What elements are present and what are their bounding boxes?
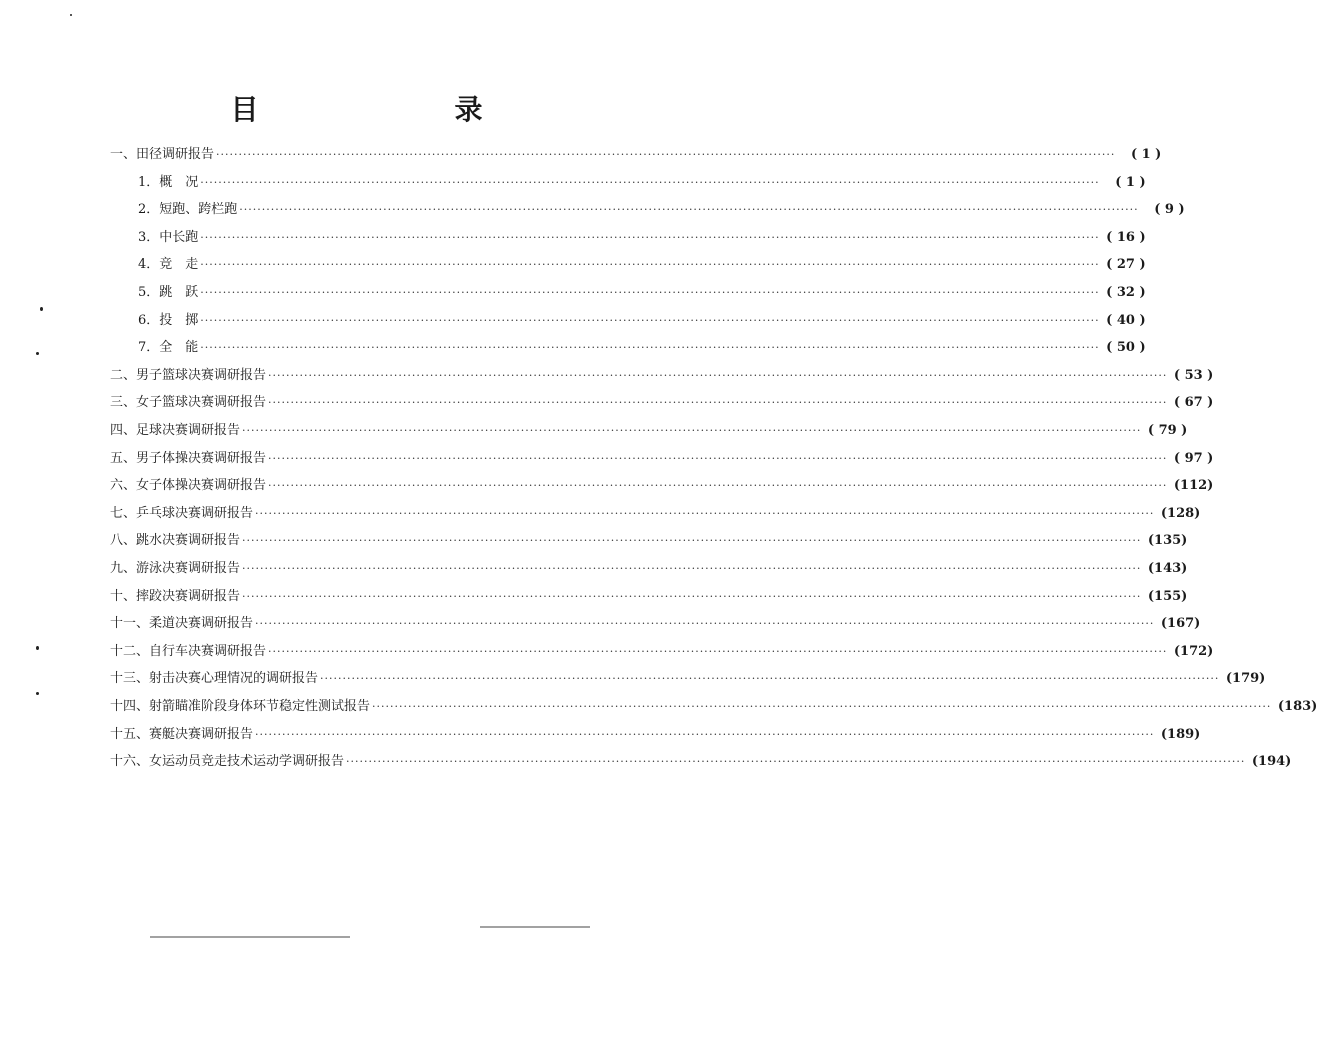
toc-entry-page: (167) [1160, 616, 1201, 632]
toc-entry-title: 六、女子体操决赛调研报告 [110, 478, 267, 494]
toc-entry-page: ( 16 ) [1106, 229, 1146, 245]
toc-leader-dots: ········································································································································································································ [372, 700, 1272, 713]
toc-leader-dots: ········································································································································································································ [242, 562, 1142, 575]
toc-entry-title: 十一、柔道决赛调研报告 [110, 616, 254, 632]
toc-entry [110, 530, 1188, 552]
toc-entry-page: ( 53 ) [1173, 367, 1214, 383]
toc-entry [110, 558, 1188, 580]
toc-entry-title: 1．概 况 [138, 174, 199, 190]
toc-entry-page: ( 9 ) [1154, 202, 1185, 218]
toc-entry [138, 282, 1146, 304]
scan-speck [36, 692, 39, 695]
toc-entry [138, 199, 1185, 221]
scan-smudge [480, 926, 590, 928]
toc-entry-title: 四、足球决赛调研报告 [110, 423, 241, 438]
toc-entry-title: 十六、女运动员竞走技术运动学调研报告 [110, 754, 345, 770]
toc-entry-title: 7．全 能 [138, 340, 199, 356]
scan-speck [36, 646, 39, 650]
toc-entry-title: 5．跳 跃 [138, 285, 199, 300]
toc-leader-dots: ········································································································································································································ [200, 258, 1100, 272]
toc-entry-title: 6．投 掷 [138, 312, 199, 328]
toc-entry-page: (189) [1160, 726, 1201, 742]
toc-leader-dots: ········································································································································································································ [255, 506, 1155, 520]
toc-entry-page: (183) [1277, 699, 1317, 714]
toc-leader-dots: ········································································································································································································ [255, 617, 1155, 631]
page-title: 目 录 [230, 93, 567, 126]
toc-entry [138, 310, 1146, 332]
toc-entry-page: ( 50 ) [1106, 340, 1146, 356]
toc-entry [110, 392, 1214, 414]
toc-leader-dots: ········································································································································································································ [242, 589, 1142, 603]
toc-entry-page: (128) [1160, 505, 1201, 521]
toc-entry-title: 4．竞 走 [138, 257, 199, 273]
toc-leader-dots: ········································································································································································································ [242, 424, 1142, 437]
toc-leader-dots: ········································································································································································································ [255, 727, 1155, 741]
toc-entry [110, 448, 1214, 470]
toc-entry-page: ( 67 ) [1173, 395, 1214, 411]
toc-entry [110, 641, 1214, 663]
toc-entry [138, 172, 1146, 194]
toc-leader-dots: ········································································································································································································ [200, 341, 1100, 355]
toc-entry-title: 二、男子篮球决赛调研报告 [110, 367, 267, 383]
toc-leader-dots: ········································································································································································································ [268, 396, 1168, 410]
toc-leader-dots: ········································································································································································································ [200, 175, 1100, 189]
toc-entry [110, 586, 1188, 608]
toc-entry [110, 365, 1214, 387]
toc-entry-title: 八、跳水决赛调研报告 [110, 533, 241, 549]
toc-entry-title: 十三、射击决赛心理情况的调研报告 [110, 671, 319, 687]
toc-leader-dots: ········································································································································································································ [242, 534, 1142, 548]
scan-speck [40, 307, 43, 311]
toc-entry [138, 227, 1146, 249]
toc-entry [110, 503, 1201, 525]
toc-leader-dots: ········································································································································································································ [268, 368, 1168, 382]
toc-entry-title: 十四、射箭瞄准阶段身体环节稳定性测试报告 [110, 699, 371, 714]
toc-entry-page: ( 40 ) [1106, 312, 1146, 328]
toc-entry-page: (179) [1225, 671, 1266, 687]
toc-entry-page: (172) [1173, 643, 1214, 659]
toc-entry [110, 668, 1266, 690]
toc-entry-title: 九、游泳决赛调研报告 [110, 561, 241, 576]
toc-entry [110, 475, 1214, 497]
toc-leader-dots: ········································································································································································································ [268, 479, 1168, 493]
toc-entry-title: 七、乒乓球决赛调研报告 [110, 505, 254, 521]
toc-entry-title: 一、田径调研报告 [110, 147, 215, 162]
toc-entry [110, 696, 1317, 718]
toc-leader-dots: ········································································································································································································ [320, 672, 1220, 686]
toc-entry-page: ( 97 ) [1173, 450, 1214, 466]
toc-entry [110, 724, 1201, 746]
toc-entry-title: 五、男子体操决赛调研报告 [110, 450, 267, 466]
toc-entry-title: 3．中长跑 [138, 229, 199, 245]
toc-leader-dots: ········································································································································································································ [216, 148, 1116, 161]
toc-entry-page: ( 32 ) [1106, 285, 1146, 300]
toc-entry-page: ( 1 ) [1115, 174, 1146, 190]
toc-entry-title: 十二、自行车决赛调研报告 [110, 643, 267, 659]
toc-entry [138, 254, 1146, 276]
toc-entry-page: (112) [1173, 478, 1214, 494]
toc-entry-title: 十、摔跤决赛调研报告 [110, 588, 241, 604]
toc-entry [110, 751, 1292, 773]
scan-speck [70, 14, 72, 16]
toc-leader-dots: ········································································································································································································ [268, 644, 1168, 658]
toc-leader-dots: ········································································································································································································ [268, 451, 1168, 465]
toc-entry-page: (143) [1147, 561, 1188, 576]
scan-speck [36, 352, 39, 355]
toc-entry-page: ( 1 ) [1130, 147, 1162, 162]
toc-entry [110, 420, 1188, 442]
toc-entry-title: 十五、赛艇决赛调研报告 [110, 726, 254, 742]
toc-entry [138, 337, 1146, 359]
toc-leader-dots: ········································································································································································································ [200, 230, 1100, 244]
toc-entry [110, 613, 1201, 635]
toc-entry-page: ( 27 ) [1106, 257, 1146, 273]
toc-entry-page: (135) [1147, 533, 1188, 549]
toc-leader-dots: ········································································································································································································ [346, 755, 1246, 769]
toc-entry-page: (194) [1251, 754, 1292, 770]
toc-leader-dots: ········································································································································································································ [239, 203, 1139, 217]
toc-entry-page: (155) [1147, 588, 1188, 604]
toc-leader-dots: ········································································································································································································ [200, 313, 1100, 327]
toc-entry [110, 144, 1162, 166]
scan-smudge [150, 936, 350, 938]
toc-entry-title: 三、女子篮球决赛调研报告 [110, 395, 267, 411]
toc-entry-page: ( 79 ) [1147, 423, 1188, 438]
toc-leader-dots: ········································································································································································································ [200, 286, 1100, 299]
toc-entry-title: 2．短跑、跨栏跑 [138, 202, 238, 218]
